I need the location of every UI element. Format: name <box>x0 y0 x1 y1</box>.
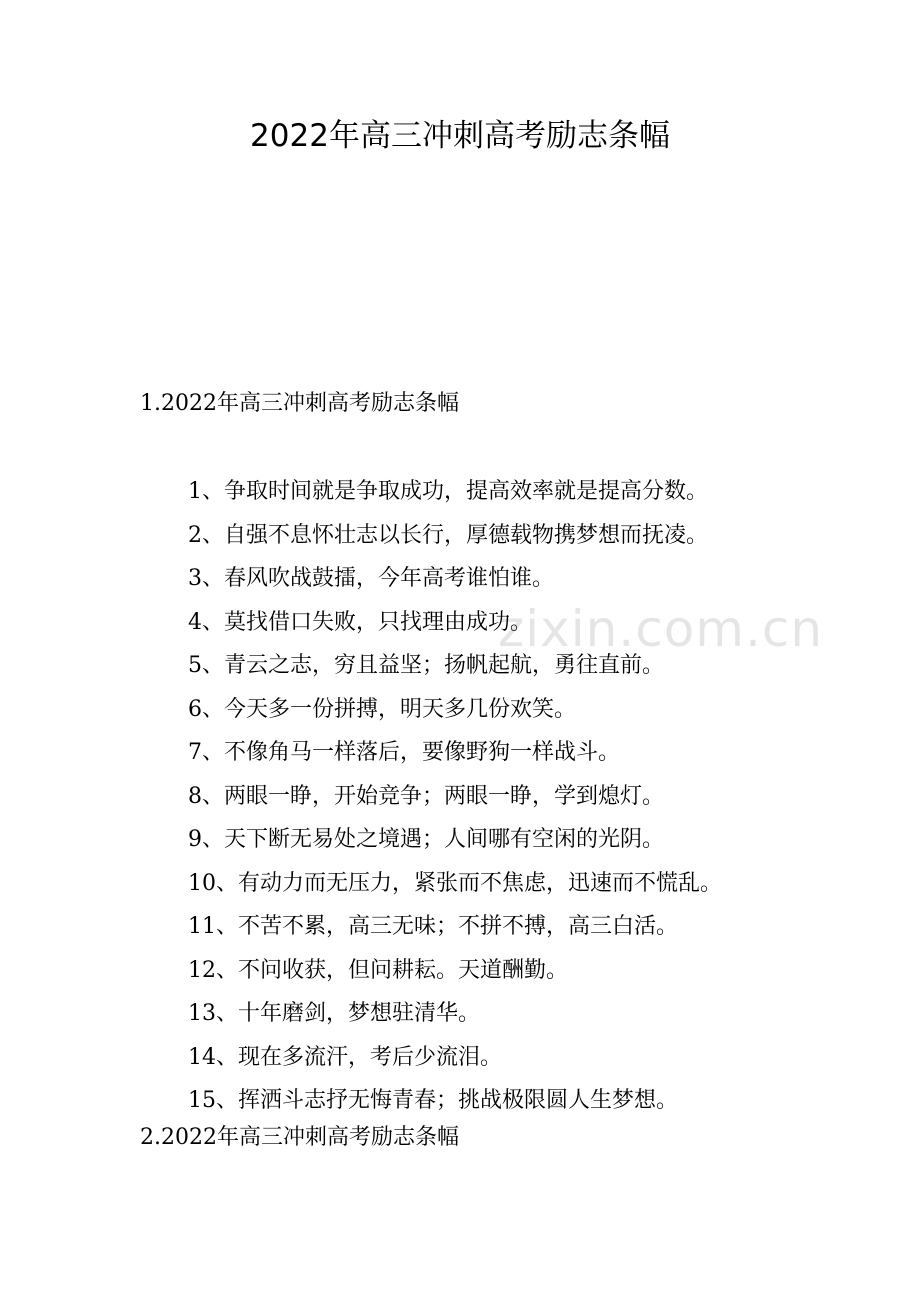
watermark: zixin.com.cn <box>498 600 824 658</box>
list-item: 15、挥洒斗志抒无悔青春；挑战极限圆人生梦想。 <box>188 1088 678 1113</box>
section-heading-2: 2.2022年高三冲刺高考励志条幅 <box>140 1125 459 1150</box>
list-item: 9、天下断无易处之境遇；人间哪有空闲的光阴。 <box>188 827 664 852</box>
slogan-list <box>188 470 722 1123</box>
list-item: 4、莫找借口失败，只找理由成功。 <box>188 609 532 635</box>
list-item: 10、有动力而无压力，紧张而不焦虑，迅速而不慌乱。 <box>188 870 722 896</box>
list-item: 8、两眼一睁，开始竞争；两眼一睁，学到熄灯。 <box>188 783 664 809</box>
list-item: 5、青云之志，穷且益坚；扬帆起航，勇往直前。 <box>188 653 664 678</box>
list-item: 12、不问收获，但问耕耘。天道酬勤。 <box>188 957 568 983</box>
list-item: 11、不苦不累，高三无味；不拼不搏，高三白活。 <box>188 914 678 939</box>
list-item: 1、争取时间就是争取成功，提高效率就是提高分数。 <box>188 479 708 504</box>
list-item: 14、现在多流汗，考后少流泪。 <box>188 1044 502 1070</box>
document-title: 2022年高三冲刺高考励志条幅 <box>250 118 670 154</box>
list-item: 13、十年磨剑，梦想驻清华。 <box>188 1001 480 1026</box>
section-heading-1: 1.2022年高三冲刺高考励志条幅 <box>140 391 459 416</box>
list-item: 3、春风吹战鼓擂，今年高考谁怕谁。 <box>188 566 554 591</box>
list-item: 7、不像角马一样落后，要像野狗一样战斗。 <box>188 740 620 765</box>
list-item: 2、自强不息怀壮志以长行，厚德载物携梦想而抚凌。 <box>188 522 708 548</box>
list-item: 6、今天多一份拼搏，明天多几份欢笑。 <box>188 696 576 722</box>
